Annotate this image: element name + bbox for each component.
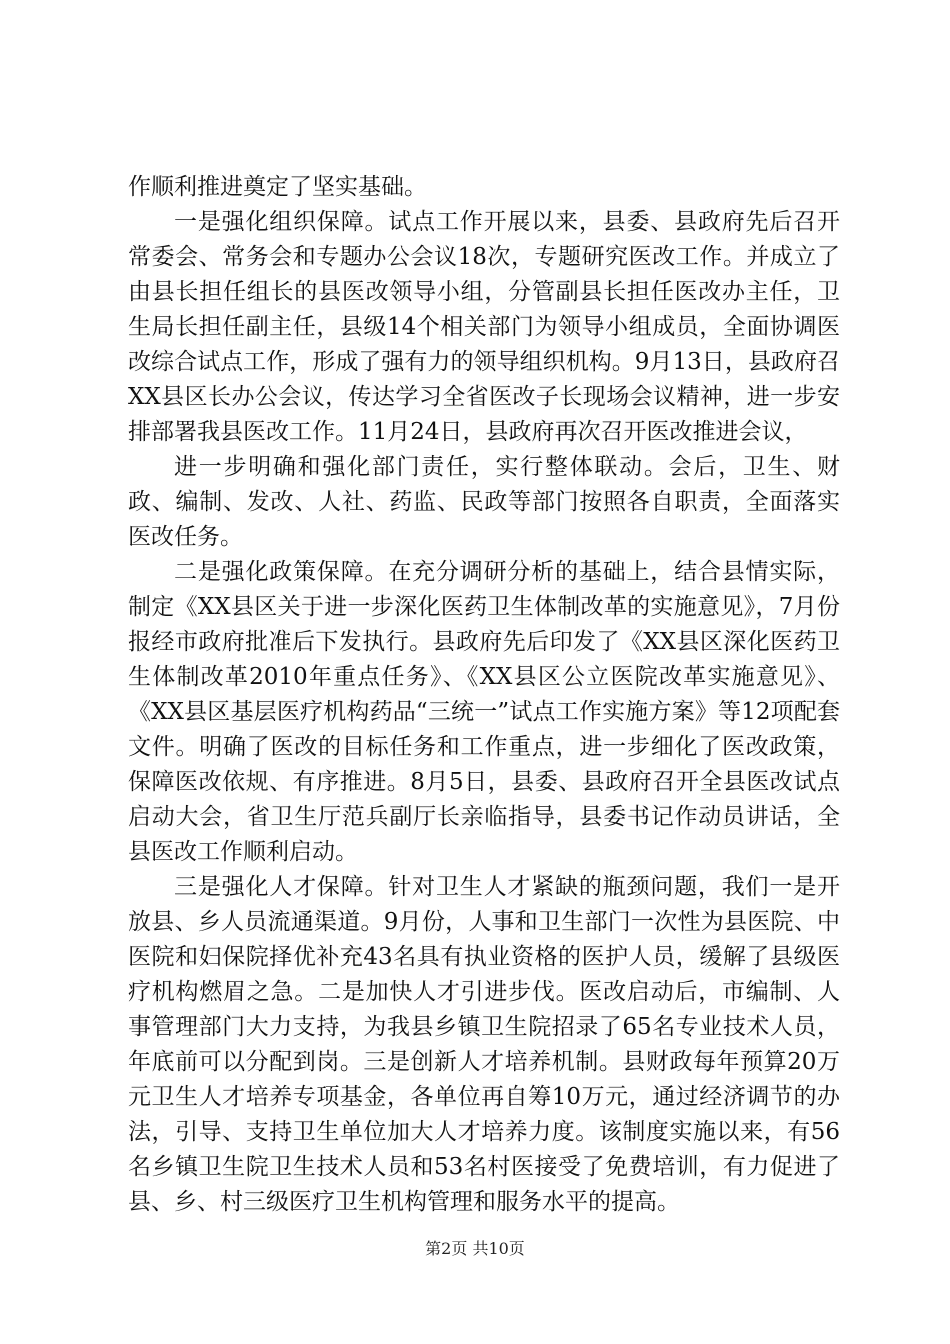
paragraph-policy: 二是强化政策保障。在充分调研分析的基础上，结合县情实际，制定《XX县区关于进一步深化医药卫生体制改革的实施意见》，7月份报经市政府批准后下发执行。县政府先后印发了《XX县区深化医药卫生体制改革2010年重点任务》、《XX县区公立医院改革实施意见》、《XX县区基层医疗机构药品“三统一”试点工作实施方案》等12项配套文件。明确了医改的目标任务和工作重点，进一步细化了医改政策，保障医改依规、有序推进。8月5日，县委、县政府召开全县医改试点启动大会，省卫生厅范兵副厅长亲临指导，县委书记作动员讲话，全县医改工作顺利启动。 bbox=[128, 559, 840, 865]
paragraph-organization: 一是强化组织保障。试点工作开展以来，县委、县政府先后召开常委会、常务会和专题办公会议18次，专题研究医改工作。并成立了由县长担任组长的县医改领导小组，分管副县长担任医改办主任，卫生局长担任副主任，县级14个相关部门为领导小组成员，全面协调医改综合试点工作，形成了强有力的领导组织机构。9月13日，县政府召XX县区长办公会议，传达学习全省医改子长现场会议精神，进一步安排部署我县医改工作。11月24日，县政府再次召开医改推进会议， bbox=[128, 209, 840, 445]
page-number-footer: 第2页 共10页 bbox=[425, 1239, 525, 1258]
paragraph-1: 作顺利推进奠定了坚实基础。 bbox=[128, 174, 427, 200]
paragraph-department-duty: 进一步明确和强化部门责任，实行整体联动。会后，卫生、财政、编制、发改、人社、药监、民政等部门按照各自职责，全面落实医改任务。 bbox=[128, 454, 840, 550]
paragraph-talent: 三是强化人才保障。针对卫生人才紧缺的瓶颈问题，我们一是开放县、乡人员流通渠道。9月份，人事和卫生部门一次性为县医院、中医院和妇保院择优补充43名具有执业资格的医护人员，缓解了县级医疗机构燃眉之急。二是加快人才引进步伐。医改启动后，市编制、人事管理部门大力支持，为我县乡镇卫生院招录了65名专业技术人员，年底前可以分配到岗。三是创新人才培养机制。县财政每年预算20万元卫生人才培养专项基金，各单位再自筹10万元，通过经济调节的办法，引导、支持卫生单位加大人才培养力度。该制度实施以来，有56名乡镇卫生院卫生技术人员和53名村医接受了免费培训，有力促进了县、乡、村三级医疗卫生机构管理和服务水平的提高。 bbox=[128, 874, 840, 1215]
document-body bbox=[128, 170, 840, 1220]
